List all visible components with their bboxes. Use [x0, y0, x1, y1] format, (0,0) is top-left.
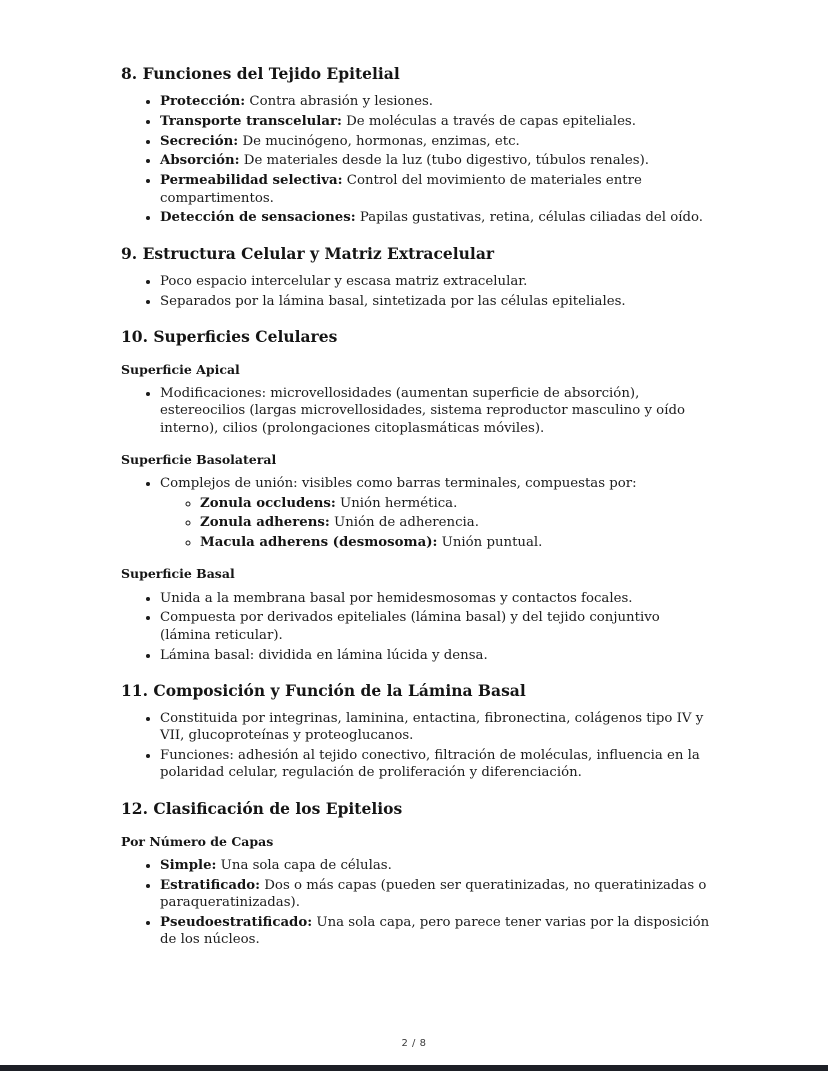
bullet-item: • Unida a la membrana basal por hemidesmosomas y contactos focales.	[160, 590, 713, 607]
sub-bullet-list	[160, 495, 713, 552]
bullet-item: • Permeabilidad selectiva: Control del movimiento de materiales entre compartimentos.	[160, 172, 713, 207]
bullet-list	[121, 273, 713, 310]
bullet-item: • Funciones: adhesión al tejido conectivo, filtración de moléculas, influencia en la polaridad celular, regulación de proliferación y diferenciación.	[160, 747, 713, 782]
bullet-item: • Compuesta por derivados epiteliales (lámina basal) y del tejido conjuntivo (lámina reticular).	[160, 609, 713, 644]
document-body	[121, 64, 713, 951]
section-heading: 8. Funciones del Tejido Epitelial	[121, 64, 400, 83]
bullet-item: • Complejos de unión: visibles como barras terminales, compuestas por: ◦ Zonula occludens: Unión hermética. ◦ Zonula adherens: Unión de adherencia. ◦ Macula adherens (desmosoma): Unión puntual.	[160, 475, 713, 551]
sub-heading: Superficie Basal	[121, 566, 235, 582]
bullet-term: Zonula occludens:	[200, 495, 336, 511]
bullet-list	[121, 857, 713, 948]
bullet-term: Macula adherens (desmosoma):	[200, 535, 438, 551]
section-heading: 10. Superficies Celulares	[121, 326, 338, 346]
bullet-list	[121, 385, 713, 437]
bullet-item: • Poco espacio intercelular y escasa matriz extracelular.	[160, 273, 713, 290]
bullet-item: • Protección: Contra abrasión y lesiones.	[160, 93, 713, 110]
sub-heading: Por Número de Capas	[121, 833, 274, 849]
bullet-item: • Lámina basal: dividida en lámina lúcida y densa.	[160, 647, 713, 664]
bullet-term: Absorción:	[160, 153, 240, 169]
section-heading: 9. Estructura Celular y Matriz Extracelular	[121, 243, 495, 263]
section-heading: 12. Clasificación de los Epitelios	[121, 798, 403, 818]
bullet-item: • Transporte transcelular: De moléculas a través de capas epiteliales.	[160, 113, 713, 130]
bullet-list	[121, 475, 713, 551]
sub-heading: Superficie Apical	[121, 361, 240, 377]
bullet-item: • Pseudoestratificado: Una sola capa, pero parece tener varias por la disposición de los núcleos.	[160, 914, 713, 949]
bullet-term: Permeabilidad selectiva:	[160, 173, 343, 189]
bullet-item: • Secreción: De mucinógeno, hormonas, enzimas, etc.	[160, 133, 713, 150]
bullet-item: • Modificaciones: microvellosidades (aumentan superficie de absorción), estereocilios (largas microvellosidades, sistema reproductor masculino y oído interno), cilios (prolongaciones citoplasmáticas móviles).	[160, 385, 713, 437]
bullet-item: • Detección de sensaciones: Papilas gustativas, retina, células ciliadas del oído.	[160, 209, 713, 226]
bullet-term: Estratificado:	[160, 877, 261, 893]
section-heading: 11. Composición y Función de la Lámina Basal	[121, 680, 526, 700]
bullet-term: Protección:	[160, 94, 246, 110]
bullet-term: Transporte transcelular:	[160, 113, 342, 129]
bullet-term: Zonula adherens:	[200, 515, 330, 531]
bullet-term: Secreción:	[160, 133, 239, 149]
bullet-term: Pseudoestratificado:	[160, 914, 313, 930]
bullet-item: ◦ Zonula occludens: Unión hermética.	[200, 495, 713, 512]
bullet-term: Detección de sensaciones:	[160, 210, 356, 226]
sub-heading: Superficie Basolateral	[121, 452, 277, 468]
bullet-item: • Separados por la lámina basal, sintetizada por las células epiteliales.	[160, 293, 713, 310]
bullet-list	[121, 93, 713, 226]
page-number: 2 / 8	[401, 1038, 427, 1049]
bullet-term: Simple:	[160, 857, 217, 873]
bullet-item: • Estratificado: Dos o más capas (pueden ser queratinizadas, no queratinizadas o paraqueratinizadas).	[160, 877, 713, 912]
bullet-item: ◦ Macula adherens (desmosoma): Unión puntual.	[200, 534, 713, 551]
bullet-list	[121, 590, 713, 664]
bullet-item: • Constituida por integrinas, laminina, entactina, fibronectina, colágenos tipo IV y VII, glucoproteínas y proteoglucanos.	[160, 710, 713, 745]
bullet-list	[121, 710, 713, 782]
bullet-item: ◦ Zonula adherens: Unión de adherencia.	[200, 514, 713, 531]
bullet-item: • Simple: Una sola capa de células.	[160, 857, 713, 874]
page-bottom-edge	[0, 1065, 828, 1071]
bullet-item: • Absorción: De materiales desde la luz (tubo digestivo, túbulos renales).	[160, 152, 713, 169]
